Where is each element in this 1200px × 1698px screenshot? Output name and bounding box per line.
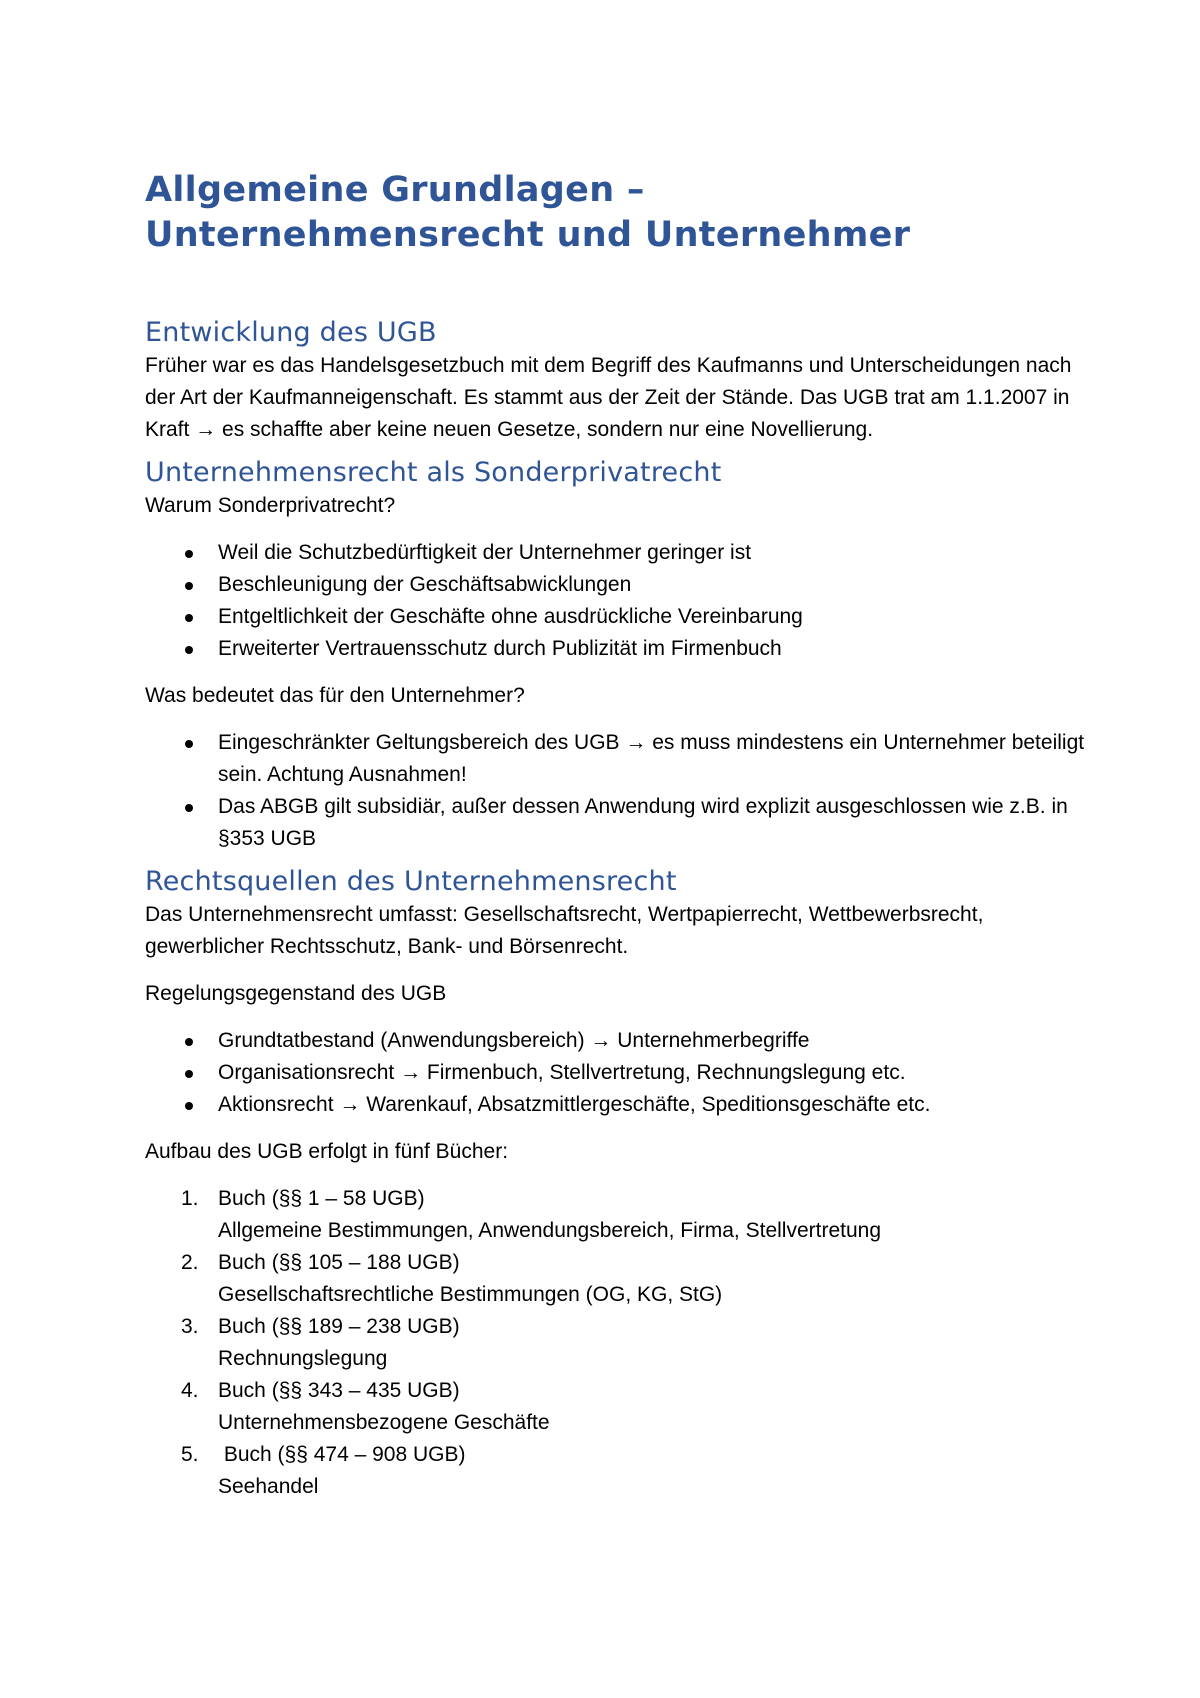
question-bedeutung: Was bedeutet das für den Unternehmer? <box>145 684 525 707</box>
book-title: Buch (§§ 343 – 435 UGB) <box>218 1379 460 1402</box>
list-item-book-5 <box>145 1439 1085 1503</box>
list-item-text: Erweiterter Vertrauensschutz durch Publizität im Firmenbuch <box>218 637 782 660</box>
bullet-icon <box>185 614 193 622</box>
bullet-icon <box>185 1038 193 1046</box>
paragraph-entwicklung: Früher war es das Handelsgesetzbuch mit dem Begriff des Kaufmanns und Unterscheidungen nach der Art der Kaufmanneigenschaft. Es stammt aus der Zeit der Stände. Das UGB trat am 1.1.2007 in Kraft → es schaffte aber keine neuen Gesetze, sondern nur eine Novellierung. <box>145 354 1072 441</box>
heading-entwicklung: Entwicklung des UGB <box>145 317 437 348</box>
list-item <box>145 601 1085 633</box>
book-title: Buch (§§ 105 – 188 UGB) <box>218 1251 460 1274</box>
bullet-list-warum <box>145 537 1085 665</box>
list-item <box>145 569 1085 601</box>
question-warum: Warum Sonderprivatrecht? <box>145 494 396 517</box>
list-item-book-4 <box>145 1375 1085 1439</box>
document-page <box>145 168 1085 1503</box>
label-regelungsgegenstand: Regelungsgegenstand des UGB <box>145 982 447 1005</box>
bullet-icon <box>185 804 193 812</box>
bullet-list-bedeutung <box>145 727 1085 855</box>
list-item <box>145 537 1085 569</box>
list-item <box>145 791 1085 855</box>
list-item <box>145 727 1085 791</box>
list-number: 4. <box>181 1379 199 1402</box>
paragraph-rechtsquellen: Das Unternehmensrecht umfasst: Gesellschaftsrecht, Wertpapierrecht, Wettbewerbsrecht, gewerblicher Rechtsschutz, Bank- und Börsenrecht. <box>145 903 984 958</box>
list-item-book-3 <box>145 1311 1085 1375</box>
bullet-icon <box>185 740 193 748</box>
list-item-text: Entgeltlichkeit der Geschäfte ohne ausdrückliche Vereinbarung <box>218 605 803 628</box>
numbered-list-books <box>145 1183 1085 1503</box>
book-title: Buch (§§ 189 – 238 UGB) <box>218 1315 460 1338</box>
heading-sonderprivatrecht: Unternehmensrecht als Sonderprivatrecht <box>145 457 722 488</box>
book-title: Buch (§§ 1 – 58 UGB) <box>218 1187 425 1210</box>
document-title-line-2: Unternehmensrecht und Unternehmer <box>145 215 911 255</box>
bullet-list-regelung <box>145 1025 1085 1121</box>
list-item-text: Grundtatbestand (Anwendungsbereich) → Unternehmerbegriffe <box>218 1029 810 1052</box>
list-item-text: Organisationsrecht → Firmenbuch, Stellvertretung, Rechnungslegung etc. <box>218 1061 906 1084</box>
list-item <box>145 633 1085 665</box>
list-item-text: Das ABGB gilt subsidiär, außer dessen Anwendung wird explizit ausgeschlossen wie z.B. in §353 UGB <box>218 795 1068 850</box>
label-aufbau: Aufbau des UGB erfolgt in fünf Bücher: <box>145 1140 509 1163</box>
list-number: 3. <box>181 1315 199 1338</box>
document-title-line-1: Allgemeine Grundlagen – <box>145 170 645 210</box>
heading-rechtsquellen: Rechtsquellen des Unternehmensrecht <box>145 866 677 897</box>
list-number: 2. <box>181 1251 199 1274</box>
bullet-icon <box>185 582 193 590</box>
list-item-text: Aktionsrecht → Warenkauf, Absatzmittlergeschäfte, Speditionsgeschäfte etc. <box>218 1093 931 1116</box>
list-item-text: Eingeschränkter Geltungsbereich des UGB → es muss mindestens ein Unternehmer beteiligt sein. Achtung Ausnahmen! <box>218 731 1085 786</box>
bullet-icon <box>185 646 193 654</box>
book-description: Unternehmensbezogene Geschäfte <box>218 1411 550 1434</box>
list-item-text: Weil die Schutzbedürftigkeit der Unternehmer geringer ist <box>218 541 752 564</box>
bullet-icon <box>185 1070 193 1078</box>
book-description: Gesellschaftsrechtliche Bestimmungen (OG, KG, StG) <box>218 1283 723 1306</box>
list-number: 1. <box>181 1187 199 1210</box>
list-item <box>145 1089 1085 1121</box>
document-title <box>145 168 1085 258</box>
list-item <box>145 1057 1085 1089</box>
book-description: Allgemeine Bestimmungen, Anwendungsbereich, Firma, Stellvertretung <box>218 1219 882 1242</box>
list-item-book-1 <box>145 1183 1085 1247</box>
list-item-book-2 <box>145 1247 1085 1311</box>
bullet-icon <box>185 550 193 558</box>
bullet-icon <box>185 1102 193 1110</box>
list-number: 5. <box>181 1443 199 1466</box>
book-description: Rechnungslegung <box>218 1347 388 1370</box>
list-item <box>145 1025 1085 1057</box>
book-title: Buch (§§ 474 – 908 UGB) <box>218 1443 466 1466</box>
book-description: Seehandel <box>218 1475 319 1498</box>
list-item-text: Beschleunigung der Geschäftsabwicklungen <box>218 573 632 596</box>
